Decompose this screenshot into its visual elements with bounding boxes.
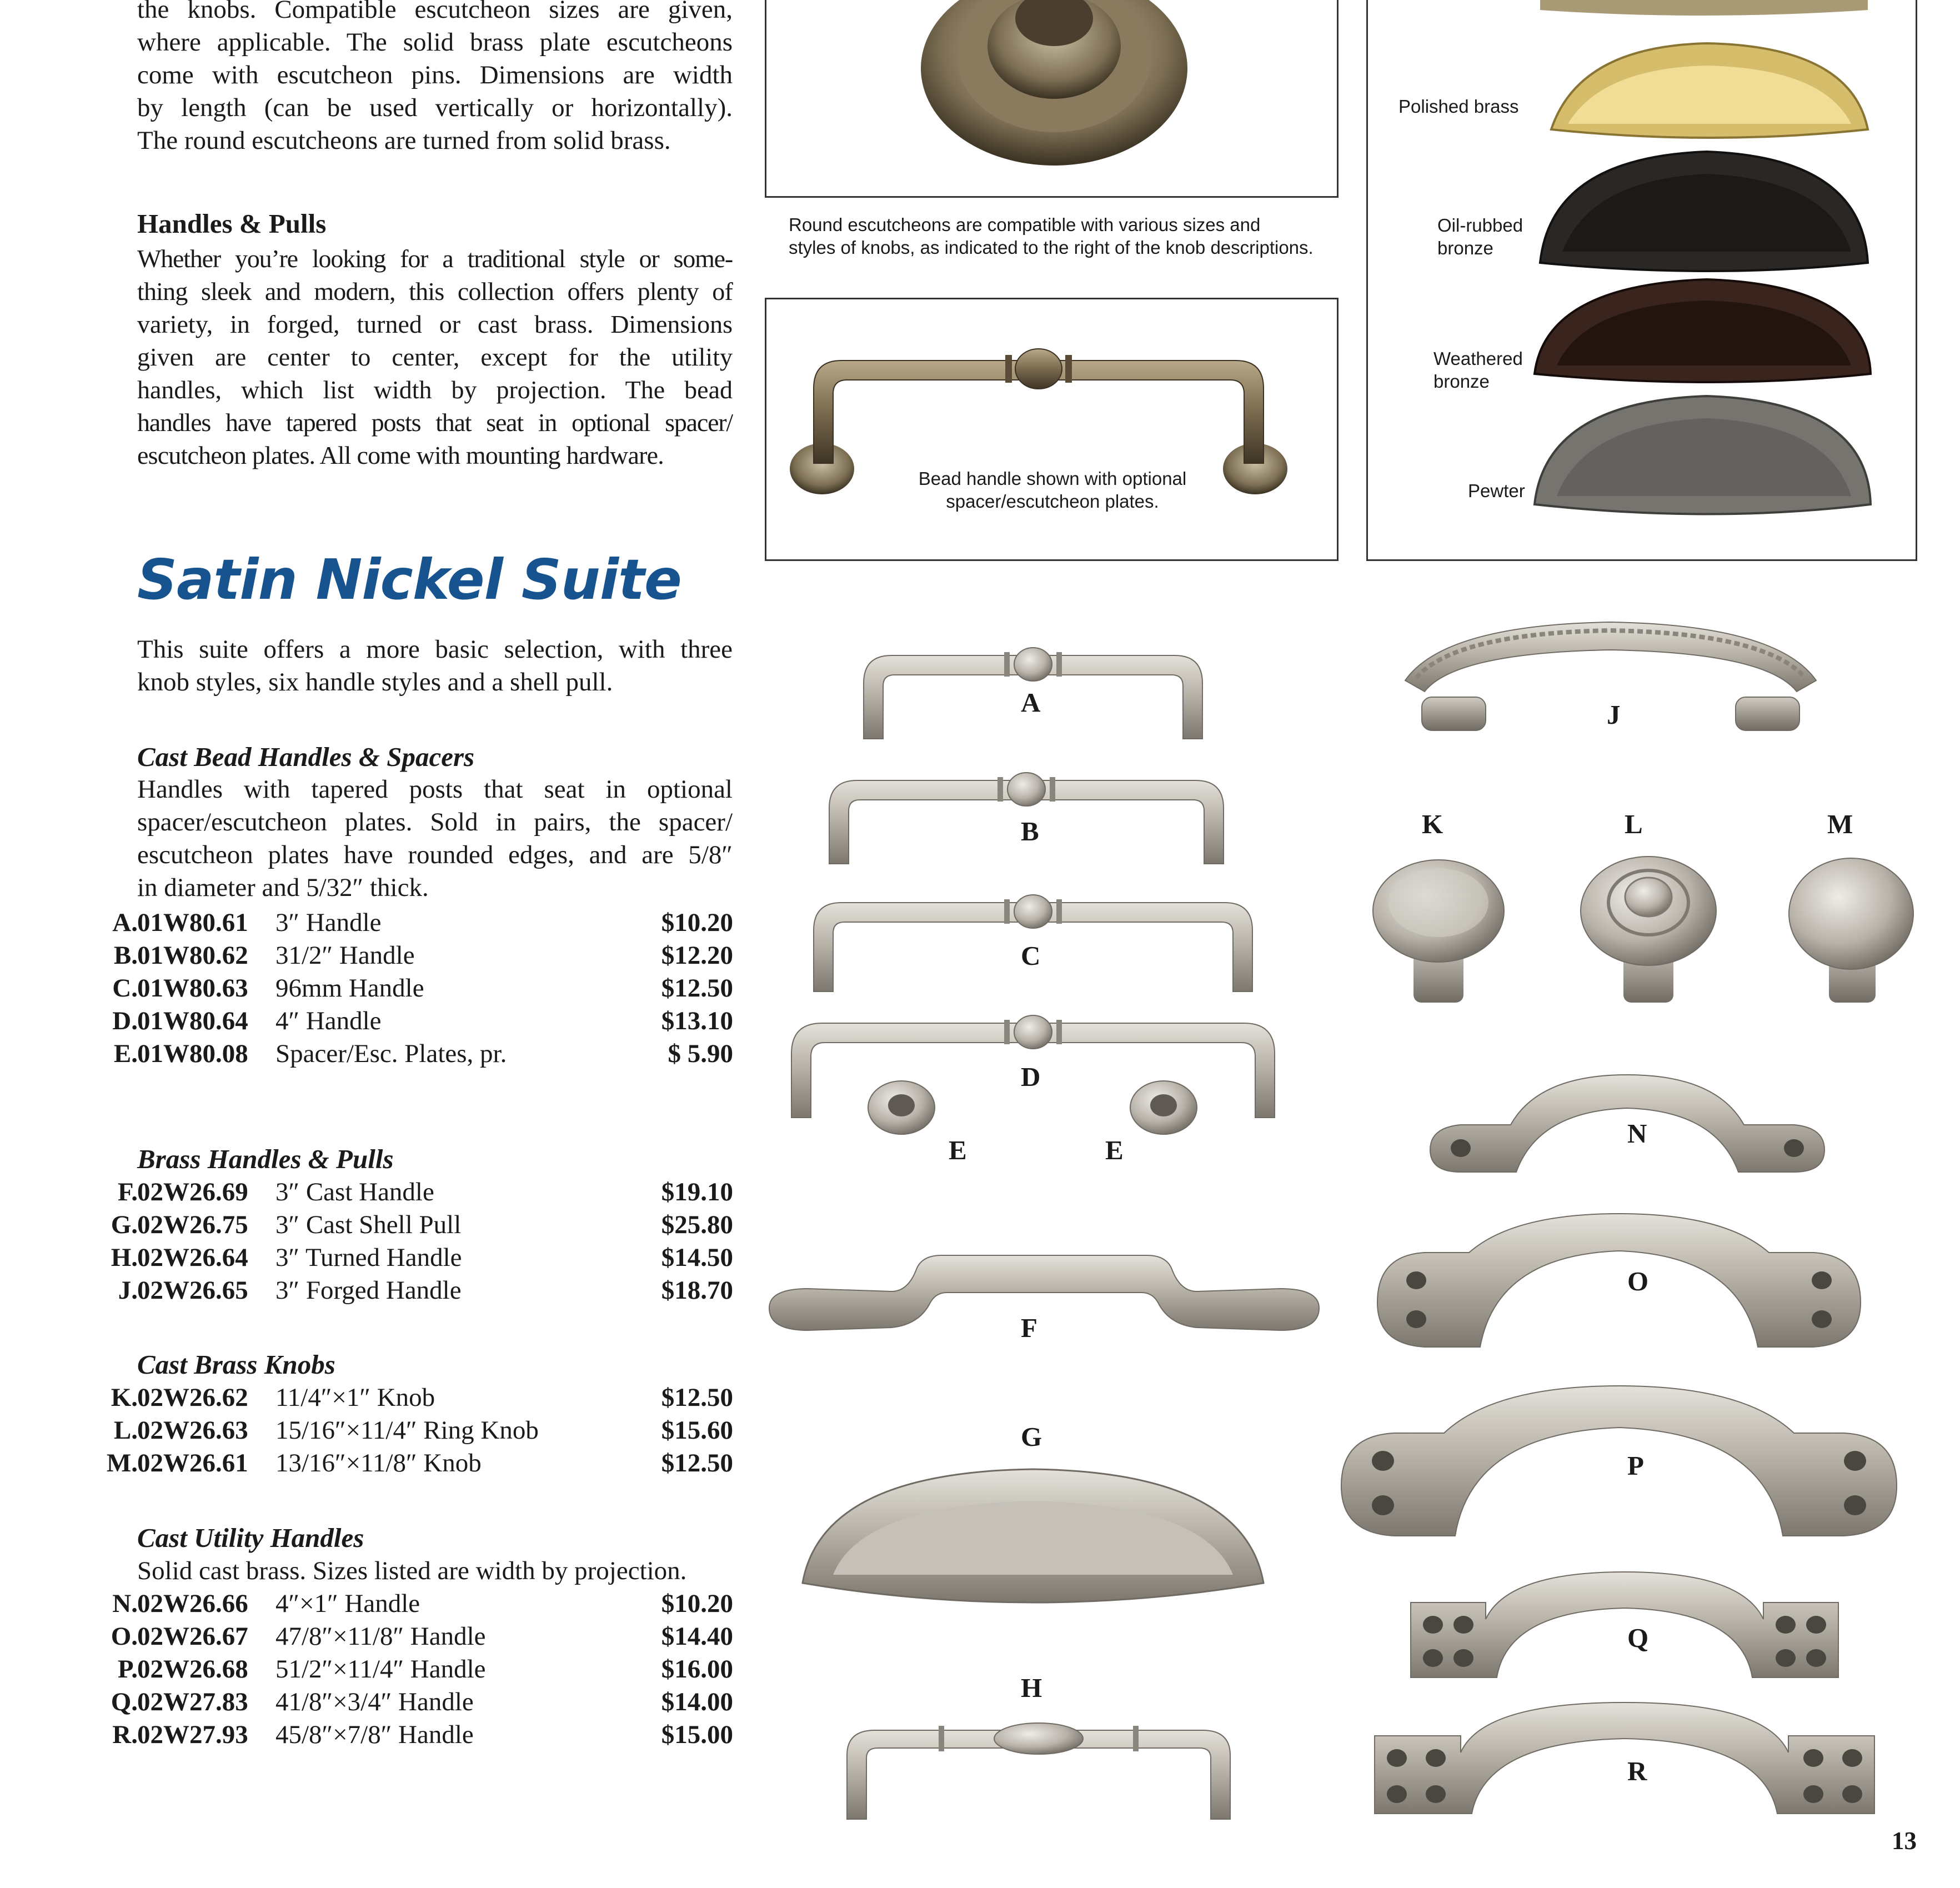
item-sku: 02W26.63 [137, 1416, 248, 1445]
bead-line: Handles with tapered posts that seat in optional [137, 775, 733, 804]
photo-label-p: P [1627, 1450, 1644, 1481]
product-row-r [89, 1719, 733, 1751]
product-row-g [89, 1209, 733, 1241]
photo-label-f: F [1021, 1313, 1037, 1343]
product-row-f [89, 1176, 733, 1209]
photo-label-r: R [1627, 1756, 1647, 1786]
page-number: 13 [1892, 1827, 1917, 1855]
product-f-image [764, 1241, 1325, 1341]
item-description: 47/8″×11/8″ Handle [275, 1622, 486, 1651]
intro-line: come with escutcheon pins. Dimensions are width [137, 61, 733, 89]
round-escutcheon-photo-box [765, 0, 1339, 198]
item-letter: P. [117, 1655, 138, 1684]
item-price: $ 5.90 [668, 1039, 733, 1068]
finishes-photo-box [1366, 0, 1917, 561]
photo-label-j: J [1607, 699, 1621, 730]
item-sku: 01W80.62 [137, 941, 248, 970]
product-row-d [89, 1005, 733, 1038]
product-row-h [89, 1241, 733, 1274]
product-h-image [844, 1714, 1233, 1825]
item-letter: A. [112, 908, 138, 937]
suite-intro [137, 633, 733, 699]
finish-label-line: bronze [1433, 371, 1490, 392]
item-price: $14.00 [661, 1687, 733, 1716]
intro-line: by length (can be used vertically or horizontally). [137, 93, 733, 122]
product-row-k [89, 1381, 733, 1414]
finish-label-oil-rubbed-bronze [1437, 214, 1523, 259]
product-row-q [89, 1686, 733, 1719]
item-description: 96mm Handle [275, 974, 424, 1003]
product-r-image [1372, 1700, 1877, 1816]
item-sku: 02W27.83 [137, 1687, 248, 1716]
photo-label-e-left: E [949, 1135, 967, 1165]
handles-pulls-line: given are center to center, except for the utility [137, 343, 733, 371]
item-price: $12.20 [661, 941, 733, 970]
finish-label-line: Weathered [1433, 348, 1523, 369]
photo-label-l: L [1625, 809, 1643, 839]
bead-line: in diameter and 5/32″ thick. [137, 873, 429, 902]
intro-paragraph [137, 0, 733, 157]
item-price: $10.20 [661, 908, 733, 937]
item-price: $14.40 [661, 1622, 733, 1651]
product-row-p [89, 1653, 733, 1686]
item-sku: 02W26.68 [137, 1655, 248, 1684]
intro-line: the knobs. Compatible escutcheon sizes are given, [137, 0, 733, 24]
item-description: Spacer/Esc. Plates, pr. [275, 1039, 507, 1068]
item-price: $18.70 [661, 1276, 733, 1305]
item-description: 4″×1″ Handle [275, 1589, 420, 1618]
item-description: 41/8″×3/4″ Handle [275, 1687, 474, 1716]
item-letter: N. [112, 1589, 138, 1618]
item-price: $15.60 [661, 1416, 733, 1445]
item-sku: 01W80.64 [137, 1006, 248, 1035]
item-price: $12.50 [661, 974, 733, 1003]
item-description: 45/8″×7/8″ Handle [275, 1720, 474, 1749]
item-description: 3″ Cast Shell Pull [275, 1210, 462, 1239]
caption-line: styles of knobs, as indicated to the right of the knob descriptions. [789, 237, 1314, 258]
photo-label-e-right: E [1105, 1135, 1124, 1165]
finish-label-line: Polished brass [1398, 96, 1519, 117]
item-letter: M. [106, 1449, 138, 1478]
item-letter: O. [111, 1622, 138, 1651]
bead-line: spacer/escutcheon plates. Sold in pairs, the spacer/ [137, 808, 733, 837]
bead-handle-caption [903, 467, 1202, 513]
photo-label-c: C [1021, 940, 1041, 971]
item-letter: K. [111, 1383, 138, 1412]
item-price: $25.80 [661, 1210, 733, 1239]
handles-pulls-line: Whether you’re looking for a traditional style or some- [137, 244, 733, 273]
bead-line: escutcheon plates have rounded edges, and are 5/8″ [137, 840, 733, 869]
item-sku: 02W26.69 [137, 1178, 248, 1206]
finish-swatches [1368, 0, 1917, 561]
caption-line: Round escutcheons are compatible with various sizes and [789, 214, 1261, 235]
product-p-image [1339, 1383, 1899, 1539]
intro-line: where applicable. The solid brass plate escutcheons [137, 28, 733, 57]
photo-label-m: M [1827, 809, 1853, 839]
product-e-right-image [1127, 1079, 1200, 1137]
item-description: 11/4″×1″ Knob [275, 1383, 435, 1412]
photo-label-b: B [1021, 816, 1039, 847]
bead-handle-photo-box [765, 298, 1339, 561]
item-description: 51/2″×11/4″ Handle [275, 1655, 486, 1684]
finish-label-weathered-bronze [1433, 347, 1523, 393]
product-o-image [1375, 1211, 1863, 1350]
photo-label-k: K [1422, 809, 1443, 839]
item-price: $16.00 [661, 1655, 733, 1684]
product-l-image [1576, 853, 1721, 1008]
item-sku: 02W26.66 [137, 1589, 248, 1618]
product-row-o [89, 1620, 733, 1653]
bead-section-heading: Cast Bead Handles & Spacers [137, 742, 475, 772]
item-sku: 02W27.93 [137, 1720, 248, 1749]
item-price: $12.50 [661, 1383, 733, 1412]
item-description: 13/16″×11/8″ Knob [275, 1449, 482, 1478]
suite-intro-line: knob styles, six handle styles and a shell pull. [137, 668, 613, 697]
item-letter: Q. [111, 1687, 138, 1716]
item-description: 3″ Forged Handle [275, 1276, 462, 1305]
item-letter: B. [113, 941, 138, 970]
finish-label-polished-brass [1398, 95, 1518, 118]
bead-handle-image [766, 299, 1339, 561]
photo-label-q: Q [1627, 1622, 1649, 1653]
product-row-e [89, 1038, 733, 1070]
utility-section-heading: Cast Utility Handles [137, 1523, 364, 1553]
handles-pulls-paragraph [137, 242, 733, 472]
item-letter: L. [113, 1416, 138, 1445]
caption-line: spacer/escutcheon plates. [946, 491, 1159, 512]
item-sku: 02W26.61 [137, 1449, 248, 1478]
product-q-image [1408, 1569, 1841, 1680]
handles-pulls-heading: Handles & Pulls [137, 208, 327, 239]
photo-label-d: D [1021, 1061, 1041, 1092]
utility-note: Solid cast brass. Sizes listed are width by projection. [137, 1556, 687, 1585]
handles-pulls-line: handles, which list width by projection. The bead [137, 375, 733, 404]
item-price: $19.10 [661, 1178, 733, 1206]
item-sku: 02W26.75 [137, 1210, 248, 1239]
bead-section-paragraph [137, 773, 733, 904]
item-description: 31/2″ Handle [275, 941, 415, 970]
suite-title: Satin Nickel Suite [137, 547, 681, 612]
round-escutcheon-caption [789, 213, 1314, 259]
product-g-image [800, 1466, 1266, 1611]
item-price: $15.00 [661, 1720, 733, 1749]
photo-label-h: H [1021, 1672, 1042, 1703]
item-price: $10.20 [661, 1589, 733, 1618]
handles-pulls-line: escutcheon plates. All come with mounting hardware. [137, 441, 664, 469]
product-row-c [89, 972, 733, 1005]
product-row-l [89, 1414, 733, 1447]
item-description: 3″ Turned Handle [275, 1243, 462, 1272]
product-row-b [89, 939, 733, 972]
item-price: $13.10 [661, 1006, 733, 1035]
product-row-m [89, 1447, 733, 1480]
item-letter: F. [117, 1178, 138, 1206]
item-sku: 01W80.63 [137, 974, 248, 1003]
item-description: 4″ Handle [275, 1006, 382, 1035]
item-sku: 02W26.62 [137, 1383, 248, 1412]
round-escutcheon-image [766, 0, 1339, 198]
handles-pulls-line: variety, in forged, turned or cast brass. Dimensions [137, 310, 733, 338]
suite-intro-line: This suite offers a more basic selection, with three [137, 635, 733, 664]
finish-label-line: Oil-rubbed [1437, 215, 1523, 236]
item-letter: R. [112, 1720, 138, 1749]
caption-line: Bead handle shown with optional [918, 468, 1187, 489]
intro-line: The round escutcheons are turned from solid brass. [137, 126, 671, 155]
item-price: $12.50 [661, 1449, 733, 1478]
product-k-image [1369, 858, 1508, 1008]
item-sku: 01W80.61 [137, 908, 248, 937]
product-row-j [89, 1274, 733, 1307]
brass-section-heading: Brass Handles & Pulls [137, 1144, 394, 1174]
handles-pulls-line: handles have tapered posts that seat in optional spacer/ [137, 408, 733, 437]
item-letter: D. [112, 1006, 138, 1035]
item-letter: C. [112, 974, 138, 1003]
item-letter: H. [111, 1243, 138, 1272]
item-sku: 02W26.65 [137, 1276, 248, 1305]
photo-label-a: A [1021, 687, 1041, 718]
item-price: $14.50 [661, 1243, 733, 1272]
item-sku: 02W26.67 [137, 1622, 248, 1651]
product-m-image [1784, 858, 1918, 1008]
item-description: 15/16″×11/4″ Ring Knob [275, 1416, 539, 1445]
photo-label-g: G [1021, 1421, 1042, 1452]
finish-label-line: bronze [1437, 238, 1493, 258]
finish-label-pewter [1468, 479, 1525, 502]
photo-label-o: O [1627, 1266, 1649, 1296]
knobs-section-heading: Cast Brass Knobs [137, 1349, 335, 1380]
product-row-n [89, 1587, 733, 1620]
finish-label-line: Pewter [1468, 480, 1525, 501]
photo-label-n: N [1627, 1118, 1647, 1149]
item-letter: E. [113, 1039, 138, 1068]
item-description: 3″ Handle [275, 908, 382, 937]
item-letter: J. [118, 1276, 138, 1305]
item-sku: 01W80.08 [137, 1039, 248, 1068]
product-row-a [89, 907, 733, 939]
handles-pulls-line: thing sleek and modern, this collection offers plenty of [137, 277, 733, 306]
item-letter: G. [111, 1210, 138, 1239]
item-description: 3″ Cast Handle [275, 1178, 434, 1206]
product-e-left-image [865, 1079, 938, 1137]
item-sku: 02W26.64 [137, 1243, 248, 1272]
